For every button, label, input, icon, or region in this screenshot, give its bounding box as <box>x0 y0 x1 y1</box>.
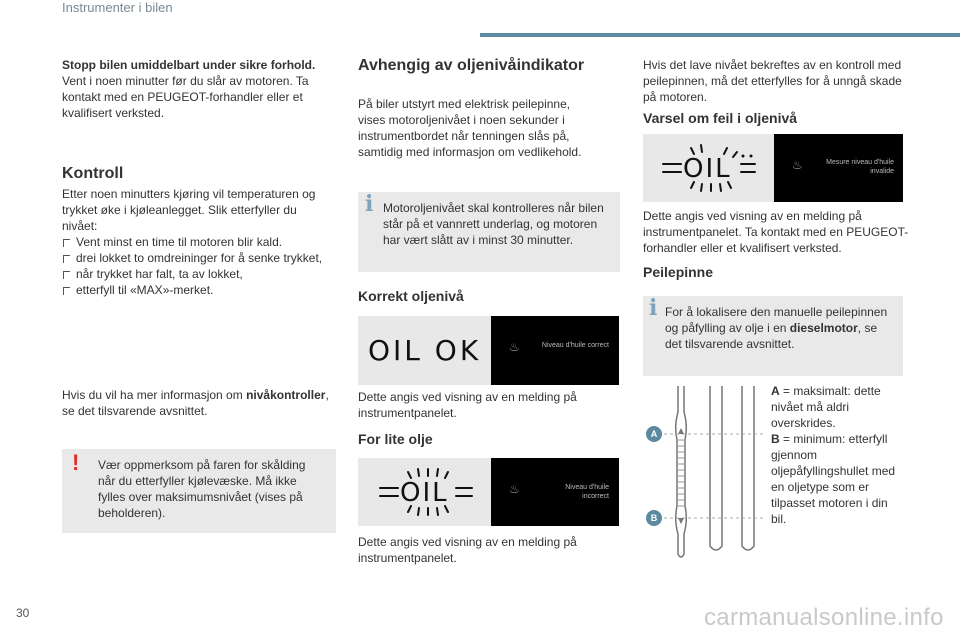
dipstick-legend <box>771 383 901 527</box>
info-text: Motoroljenivået skal kontrolleres når bilen står på et vannrett underlag, og motoren har vært slått av i minst 30 minutter. <box>383 201 604 247</box>
stop-text: Vent i noen minutter før du slår av motoren. Ta kontakt med en PEUGEOT-forhandler eller et kvalifisert verksted. <box>62 74 309 120</box>
step-item: etterfyll til «MAX»-merket. <box>62 282 334 298</box>
low-oil-screen <box>491 458 619 526</box>
oil-can-icon: ♨ <box>509 482 520 496</box>
watermark: carmanualsonline.info <box>704 604 944 631</box>
info-icon: i <box>649 295 658 321</box>
warning-box <box>62 449 336 533</box>
oil-indicator-heading: Avhengig av oljenivåindikator <box>358 57 585 74</box>
oil-ok-warning-light <box>358 316 491 385</box>
low-oil-caption: Dette angis ved visning av en melding på instrumentpanelet. <box>358 535 577 565</box>
warning-text: Vær oppmerksom på faren for skålding når du etterfyller kjølevæske. Må ikke fylles over maksimumsnivået (vises på beholderen). <box>98 458 306 520</box>
dipstick-heading: Peilepinne <box>643 264 714 280</box>
step-item: når trykket har falt, ta av lokket, <box>62 266 334 282</box>
legend-a-letter: A <box>771 384 780 398</box>
low-oil-screen-text: Niveau d'huile incorrect <box>565 484 609 500</box>
more-info-pre: Hvis du vil ha mer informasjon om <box>62 388 243 402</box>
kontroll-body <box>62 186 334 298</box>
dipstick-info-post: , se det tilsvarende avsnittet. <box>665 321 878 351</box>
dipstick-info-box <box>643 296 903 376</box>
fault-warning-light <box>643 134 774 202</box>
correct-caption: Dette angis ved visning av en melding på instrumentpanelet. <box>358 390 577 420</box>
oil-ok-display: OIL OK <box>368 334 482 367</box>
fault-heading: Varsel om feil i oljenivå <box>643 110 798 126</box>
page-number: 30 <box>16 606 30 620</box>
step-item: Vent minst en time til motoren blir kald. <box>62 234 334 250</box>
info-icon: i <box>365 191 374 217</box>
info-box <box>358 192 620 272</box>
low-oil-warning-light <box>358 458 491 526</box>
section-title: Instrumenter i bilen <box>62 0 173 15</box>
low-oil-heading: For lite olje <box>358 431 433 447</box>
oil-ok-screen <box>491 316 619 385</box>
fault-caption: Dette angis ved visning av en melding på instrumentpanelet. Ta kontakt med en PEUGEOT-forhandler eller et kvalifisert verksted. <box>643 209 909 255</box>
oil-can-icon: ♨ <box>509 340 520 354</box>
dipstick-info-pre: For å lokalisere den manuelle peilepinnen og påfylling av olje i en <box>665 305 888 335</box>
left-column <box>62 57 332 121</box>
more-info-post: , se det tilsvarende avsnittet. <box>62 388 329 418</box>
fault-display: OIL <box>683 154 732 184</box>
low-oil-display: OIL <box>400 478 449 508</box>
dipstick-info-term: dieselmotor <box>789 321 858 335</box>
more-info-link-term: nivåkontroller <box>246 388 326 402</box>
legend-a-text: = maksimalt: dette nivået må aldri overskrides. <box>771 384 881 430</box>
more-info-text <box>62 387 334 419</box>
label-a-marker: A <box>646 426 662 442</box>
fault-screen <box>774 134 903 202</box>
oil-indicator-intro: På biler utstyrt med elektrisk peilepinne, vises motoroljenivået i noen sekunder i instrumentbordet når tenningen slås på, samtidig med informasjon om vedlikehold. <box>358 97 582 159</box>
oil-can-icon: ♨ <box>792 158 803 172</box>
oil-ok-screen-text: Niveau d'huile correct <box>541 342 609 349</box>
legend-b-letter: B <box>771 432 780 446</box>
warning-icon: ! <box>72 450 80 475</box>
header-accent-bar <box>480 33 960 37</box>
fault-screen-text: Mesure niveau d'huile invalide <box>826 159 894 175</box>
stop-title: Stopp bilen umiddelbart under sikre forhold. <box>62 58 316 72</box>
low-level-confirmed-text: Hvis det lave nivået bekreftes av en kontroll med peilepinnen, må det etterfylles for å unngå skade på motoren. <box>643 58 902 104</box>
legend-b-text: = minimum: etterfyll gjennom oljepåfyllingshullet med en oljetype som er tilpasset motoren i din bil. <box>771 432 896 526</box>
step-item: drei lokket to omdreininger for å senke trykket, <box>62 250 334 266</box>
label-b-marker: B <box>646 510 662 526</box>
correct-level-heading: Korrekt oljenivå <box>358 288 464 304</box>
kontroll-intro: Etter noen minutters kjøring vil temperaturen og trykket øke i kjøleanlegget. Slik etterfyller du nivået: <box>62 187 316 233</box>
kontroll-heading: Kontroll <box>62 165 124 182</box>
dipstick-illustration <box>640 382 770 562</box>
